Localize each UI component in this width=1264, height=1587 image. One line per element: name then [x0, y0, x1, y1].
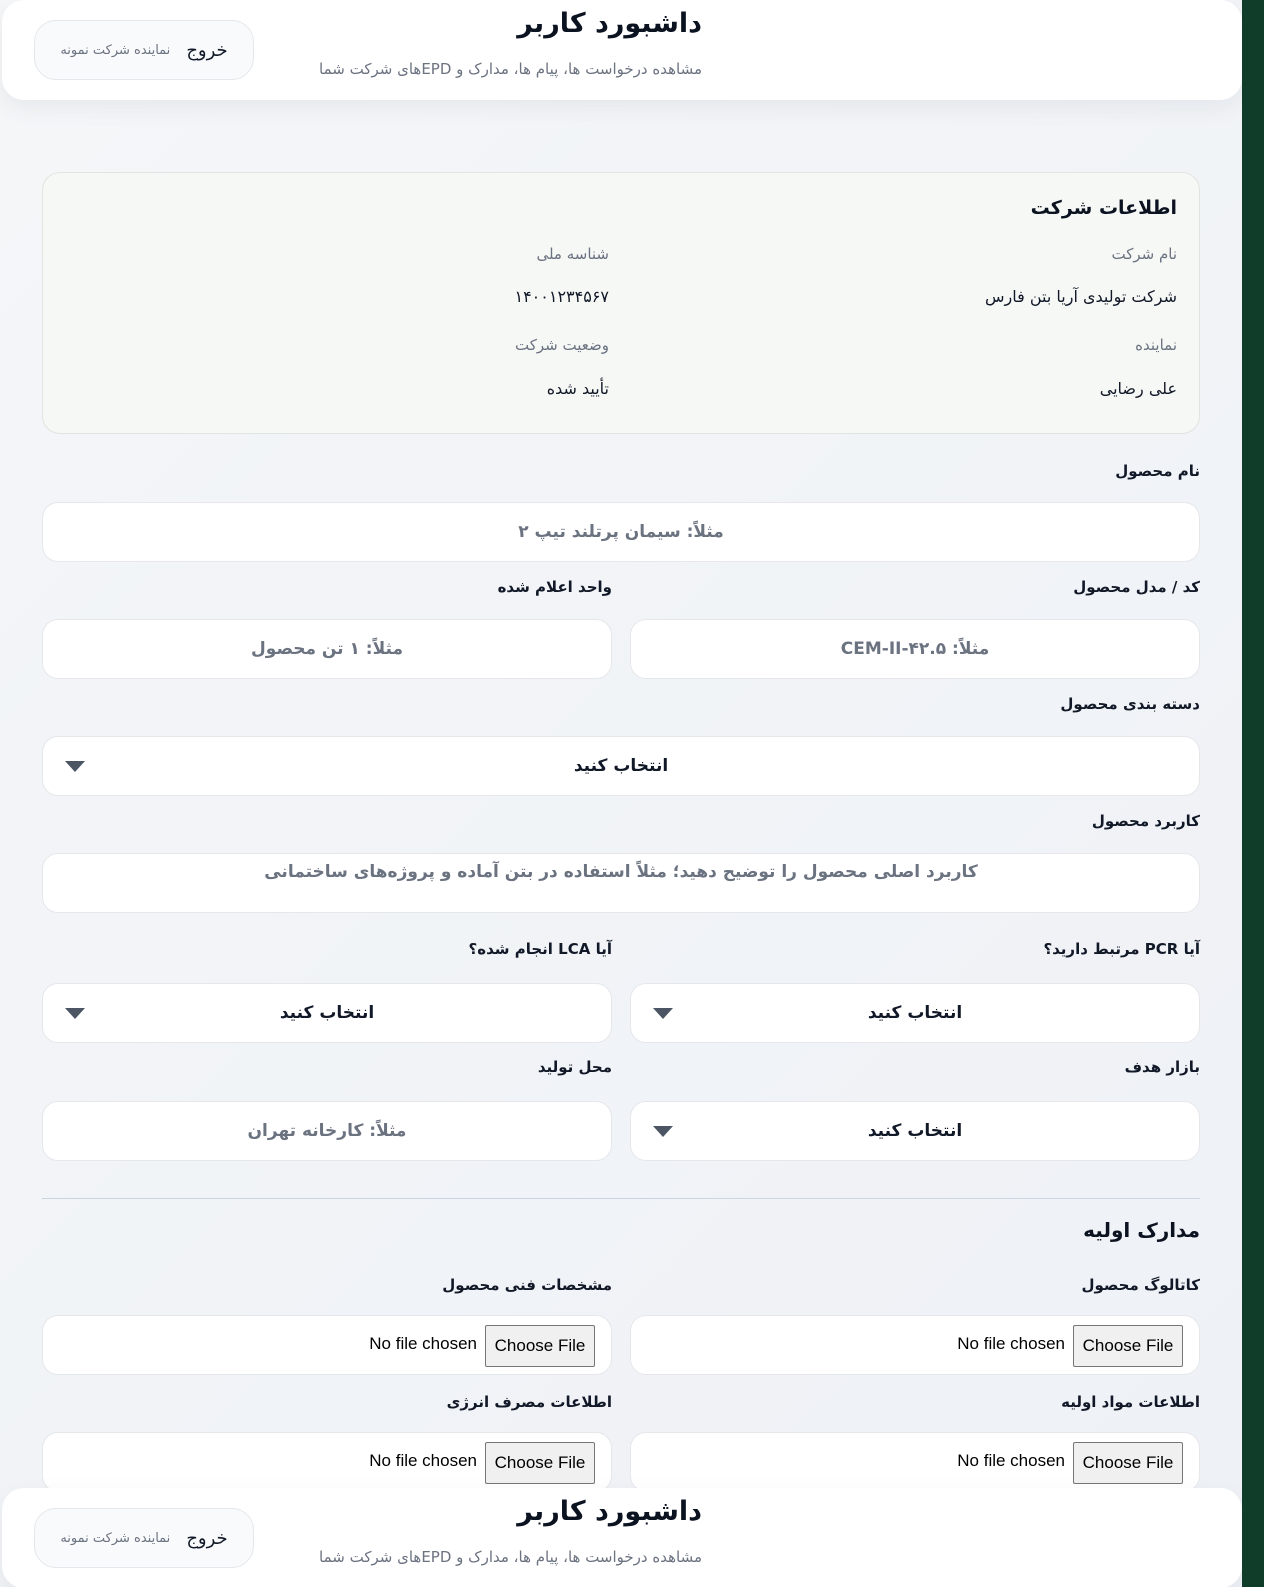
product-code-input[interactable]: مثلاً: CEM-II-۴۲.۵: [630, 619, 1200, 679]
file-status: No file chosen: [957, 1334, 1065, 1353]
lca-select[interactable]: [42, 983, 612, 1043]
representative-value: علی رضایی: [1099, 379, 1177, 398]
product-name-input[interactable]: مثلاً: سیمان پرتلند تیپ ۲: [42, 502, 1200, 562]
declared-unit-input[interactable]: مثلاً: ۱ تن محصول: [42, 619, 612, 679]
national-id-label: شناسه ملی: [536, 245, 609, 263]
logout-button[interactable]: خروج: [186, 39, 228, 61]
lca-label: آیا LCA انجام شده؟: [468, 940, 612, 958]
section-divider: [42, 1198, 1200, 1199]
logout-button[interactable]: خروج: [186, 1527, 228, 1549]
pcr-select[interactable]: [630, 983, 1200, 1043]
file-status: No file chosen: [369, 1334, 477, 1353]
usage-label: کاربرد محصول: [1091, 812, 1200, 830]
raw-material-label: اطلاعات مواد اولیه: [1061, 1393, 1200, 1411]
page-subtitle: مشاهده درخواست ها، پیام ها، مدارک و EPDهای شرکت شما: [319, 1548, 702, 1566]
company-status-value: تأیید شده: [546, 379, 609, 398]
energy-label: اطلاعات مصرف انرژی: [446, 1393, 612, 1411]
page-title: داشبورد کاربر: [517, 8, 702, 39]
declared-unit-label: واحد اعلام شده: [497, 578, 612, 596]
category-select-value: انتخاب کنید: [573, 756, 669, 776]
choose-file-button[interactable]: Choose File: [485, 1325, 595, 1367]
page-subtitle: مشاهده درخواست ها، پیام ها، مدارک و EPDهای شرکت شما: [319, 60, 702, 78]
pcr-select-value: انتخاب کنید: [867, 1003, 963, 1023]
top-header: [2, 0, 1242, 100]
user-box: [34, 20, 254, 80]
representative-name: نماینده شرکت نمونه: [60, 1530, 171, 1546]
energy-file-input: [42, 1432, 612, 1492]
company-status-label: وضعیت شرکت: [515, 336, 609, 354]
right-edge-strip: [1242, 0, 1264, 1587]
production-site-label: محل تولید: [537, 1058, 612, 1076]
pcr-label: آیا PCR مرتبط دارید؟: [1043, 940, 1200, 958]
company-info-title: اطلاعات شرکت: [1030, 197, 1177, 219]
choose-file-button[interactable]: Choose File: [1073, 1442, 1183, 1484]
company-name-value: شرکت تولیدی آریا بتن فارس: [985, 287, 1177, 306]
category-select[interactable]: [42, 736, 1200, 796]
file-status: No file chosen: [957, 1451, 1065, 1470]
file-status: No file chosen: [369, 1451, 477, 1470]
production-site-input[interactable]: مثلاً: کارخانه تهران: [42, 1101, 612, 1161]
national-id-value: ۱۴۰۰۱۲۳۴۵۶۷: [514, 287, 609, 306]
chevron-down-icon: [653, 1008, 673, 1019]
category-label: دسته بندی محصول: [1060, 695, 1200, 713]
chevron-down-icon: [653, 1126, 673, 1137]
chevron-down-icon: [65, 1008, 85, 1019]
company-name-label: نام شرکت: [1111, 245, 1177, 263]
company-info-card: [42, 172, 1200, 434]
usage-textarea[interactable]: کاربرد اصلی محصول را توضیح دهید؛ مثلاً استفاده در بتن آماده و پروژه‌های ساختمانی: [42, 853, 1200, 913]
sticky-header: [2, 1488, 1242, 1587]
tech-spec-file-input: [42, 1315, 612, 1375]
target-market-select-value: انتخاب کنید: [867, 1121, 963, 1141]
choose-file-button[interactable]: Choose File: [485, 1442, 595, 1484]
choose-file-button[interactable]: Choose File: [1073, 1325, 1183, 1367]
chevron-down-icon: [65, 761, 85, 772]
target-market-label: بازار هدف: [1124, 1058, 1200, 1076]
catalog-label: کاتالوگ محصول: [1081, 1276, 1200, 1294]
documents-section-title: مدارک اولیه: [1083, 1218, 1200, 1242]
representative-name: نماینده شرکت نمونه: [60, 42, 171, 58]
catalog-file-input: [630, 1315, 1200, 1375]
product-name-label: نام محصول: [1115, 462, 1200, 480]
target-market-select[interactable]: [630, 1101, 1200, 1161]
page-title: داشبورد کاربر: [517, 1496, 702, 1527]
lca-select-value: انتخاب کنید: [279, 1003, 375, 1023]
tech-spec-label: مشخصات فنی محصول: [442, 1276, 612, 1294]
representative-label: نماینده: [1135, 336, 1177, 354]
raw-material-file-input: [630, 1432, 1200, 1492]
user-box: [34, 1508, 254, 1568]
product-code-label: کد / مدل محصول: [1073, 578, 1200, 596]
